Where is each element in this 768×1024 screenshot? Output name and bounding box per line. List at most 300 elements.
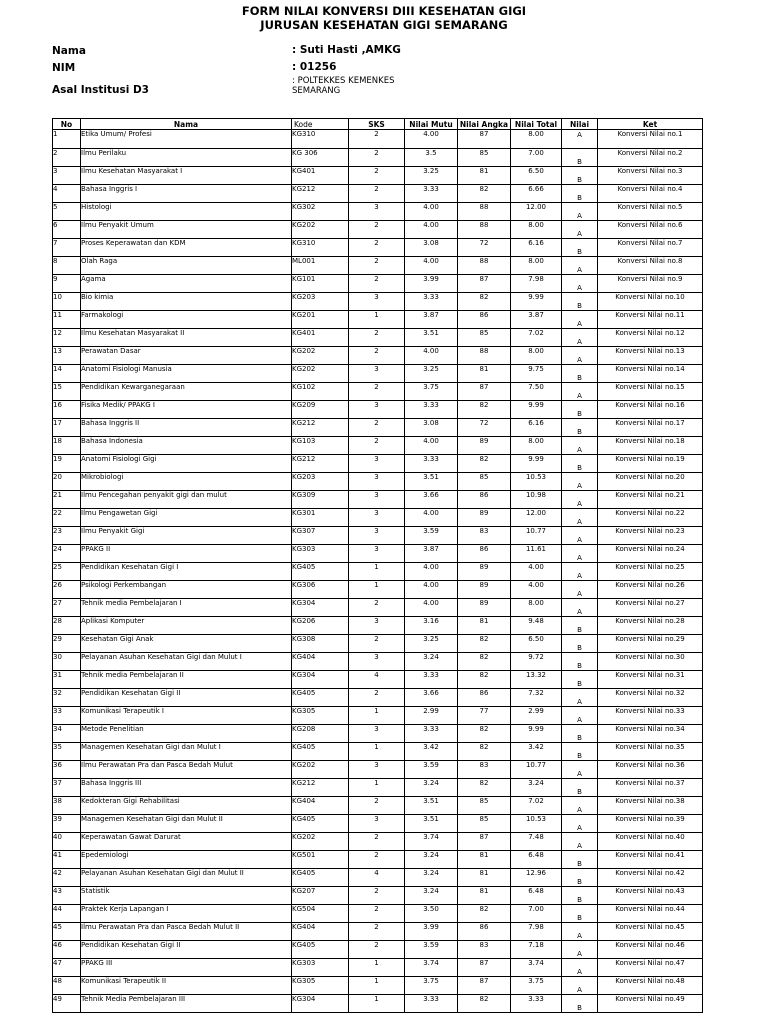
row-nama: Pendidikan Kesehatan Gigi I [81, 563, 292, 581]
row-kode: KG305 [292, 977, 349, 995]
row-nilai-angka: 82 [458, 293, 511, 311]
row-kode: KG203 [292, 293, 349, 311]
row-nilai-angka: 82 [458, 635, 511, 653]
row-nilai-angka: 85 [458, 797, 511, 815]
row-nama: Fisika Medik/ PPAKG I [81, 401, 292, 419]
row-sks: 3 [349, 815, 405, 833]
row-sks: 2 [349, 347, 405, 365]
row-ket: Konversi Nilai no.28 [598, 617, 703, 635]
row-no: 8 [53, 257, 81, 275]
row-nilai: A [562, 130, 598, 149]
row-sks: 3 [349, 761, 405, 779]
row-ket: Konversi Nilai no.32 [598, 689, 703, 707]
row-nilai-total: 6.50 [511, 167, 562, 185]
table-row [53, 185, 703, 203]
row-no: 45 [53, 923, 81, 941]
row-nilai: A [562, 815, 598, 833]
table-row [53, 725, 703, 743]
row-nilai-total: 7.02 [511, 797, 562, 815]
row-ket: Konversi Nilai no.24 [598, 545, 703, 563]
table-row [53, 239, 703, 257]
table-row [53, 671, 703, 689]
row-sks: 2 [349, 239, 405, 257]
col-header-ket: Ket [598, 119, 703, 130]
row-nilai-total: 8.00 [511, 257, 562, 275]
table-body [53, 130, 703, 1013]
row-kode: KG203 [292, 473, 349, 491]
row-sks: 2 [349, 257, 405, 275]
row-sks: 3 [349, 203, 405, 221]
row-nilai: A [562, 833, 598, 851]
row-sks: 3 [349, 473, 405, 491]
row-ket: Konversi Nilai no.34 [598, 725, 703, 743]
row-nilai-angka: 82 [458, 185, 511, 203]
row-nama: PPAKG III [81, 959, 292, 977]
row-ket: Konversi Nilai no.17 [598, 419, 703, 437]
row-kode: KG212 [292, 185, 349, 203]
row-nilai-mutu: 3.25 [405, 635, 458, 653]
row-nilai-total: 3.33 [511, 995, 562, 1013]
row-ket: Konversi Nilai no.44 [598, 905, 703, 923]
row-nilai-total: 3.75 [511, 977, 562, 995]
row-nilai-mutu: 3.33 [405, 401, 458, 419]
row-nilai: A [562, 959, 598, 977]
row-no: 42 [53, 869, 81, 887]
row-nilai-mutu: 4.00 [405, 203, 458, 221]
table-row [53, 653, 703, 671]
table-row [53, 401, 703, 419]
row-nama: Ilmu Perilaku [81, 149, 292, 167]
row-nama: Epedemiologi [81, 851, 292, 869]
nama-label: Nama [52, 45, 86, 57]
row-no: 11 [53, 311, 81, 329]
row-ket: Konversi Nilai no.47 [598, 959, 703, 977]
table-row [53, 130, 703, 149]
row-nilai-angka: 82 [458, 995, 511, 1013]
table-row [53, 581, 703, 599]
row-nilai-angka: 88 [458, 347, 511, 365]
table-row [53, 545, 703, 563]
row-ket: Konversi Nilai no.45 [598, 923, 703, 941]
row-no: 17 [53, 419, 81, 437]
row-kode: KG304 [292, 599, 349, 617]
row-nilai-angka: 81 [458, 167, 511, 185]
institusi-value [292, 76, 394, 96]
table-row [53, 311, 703, 329]
table-row [53, 437, 703, 455]
row-nama: Komunikasi Terapeutik I [81, 707, 292, 725]
table-row [53, 383, 703, 401]
row-no: 4 [53, 185, 81, 203]
row-ket: Konversi Nilai no.37 [598, 779, 703, 797]
row-nilai: A [562, 473, 598, 491]
row-nama: Ilmu Penyakit Gigi [81, 527, 292, 545]
row-nilai-angka: 82 [458, 725, 511, 743]
row-sks: 1 [349, 995, 405, 1013]
row-nilai-angka: 89 [458, 599, 511, 617]
row-nilai-mutu: 4.00 [405, 437, 458, 455]
row-nilai-total: 8.00 [511, 130, 562, 149]
row-nilai: B [562, 455, 598, 473]
table-row [53, 923, 703, 941]
row-nama: Pelayanan Asuhan Kesehatan Gigi dan Mulut II [81, 869, 292, 887]
row-nama: Olah Raga [81, 257, 292, 275]
row-nilai: A [562, 581, 598, 599]
row-nilai-mutu: 3.66 [405, 491, 458, 509]
row-no: 32 [53, 689, 81, 707]
row-kode: KG307 [292, 527, 349, 545]
row-kode: KG309 [292, 491, 349, 509]
row-nilai-total: 9.75 [511, 365, 562, 383]
row-nama: Ilmu Pencegahan penyakit gigi dan mulut [81, 491, 292, 509]
row-nilai-mutu: 3.51 [405, 797, 458, 815]
table-row [53, 851, 703, 869]
row-sks: 2 [349, 941, 405, 959]
row-no: 43 [53, 887, 81, 905]
row-ket: Konversi Nilai no.49 [598, 995, 703, 1013]
row-ket: Konversi Nilai no.21 [598, 491, 703, 509]
row-ket: Konversi Nilai no.16 [598, 401, 703, 419]
row-nilai: A [562, 311, 598, 329]
table-row [53, 887, 703, 905]
row-nilai-mutu: 3.24 [405, 779, 458, 797]
row-nilai-angka: 82 [458, 743, 511, 761]
row-ket: Konversi Nilai no.13 [598, 347, 703, 365]
row-nilai-total: 7.48 [511, 833, 562, 851]
row-no: 12 [53, 329, 81, 347]
row-nilai: A [562, 329, 598, 347]
row-nilai-mutu: 4.00 [405, 257, 458, 275]
row-nilai-total: 3.87 [511, 311, 562, 329]
row-nilai-angka: 81 [458, 617, 511, 635]
row-nilai-total: 7.50 [511, 383, 562, 401]
row-nilai: B [562, 149, 598, 167]
row-kode: KG405 [292, 563, 349, 581]
row-kode: KG202 [292, 221, 349, 239]
row-kode: KG405 [292, 815, 349, 833]
table-row [53, 941, 703, 959]
row-nilai-angka: 82 [458, 653, 511, 671]
row-nilai-angka: 87 [458, 130, 511, 149]
row-nilai-mutu: 3.87 [405, 311, 458, 329]
row-nilai-mutu: 4.00 [405, 563, 458, 581]
row-nama: Keperawatan Gawat Darurat [81, 833, 292, 851]
table-row [53, 293, 703, 311]
row-nilai-total: 4.00 [511, 581, 562, 599]
row-nama: Kesehatan Gigi Anak [81, 635, 292, 653]
row-nilai: B [562, 653, 598, 671]
row-ket: Konversi Nilai no.2 [598, 149, 703, 167]
row-no: 3 [53, 167, 81, 185]
row-nilai-total: 2.99 [511, 707, 562, 725]
row-kode: KG209 [292, 401, 349, 419]
col-header-kode: Kode [292, 119, 349, 130]
row-nama: Pelayanan Asuhan Kesehatan Gigi dan Mulut I [81, 653, 292, 671]
row-nilai-total: 7.02 [511, 329, 562, 347]
row-nama: Pendidikan Kewarganegaraan [81, 383, 292, 401]
col-header-nilai: Nilai [562, 119, 598, 130]
row-nilai: B [562, 869, 598, 887]
table-row [53, 167, 703, 185]
row-nilai: A [562, 599, 598, 617]
row-nilai-total: 7.98 [511, 275, 562, 293]
row-nilai: B [562, 167, 598, 185]
institusi-label: Asal Institusi D3 [52, 84, 149, 96]
row-no: 33 [53, 707, 81, 725]
row-kode: KG306 [292, 581, 349, 599]
row-nilai-angka: 81 [458, 869, 511, 887]
row-kode: KG212 [292, 419, 349, 437]
row-nilai-angka: 89 [458, 563, 511, 581]
row-nilai-mutu: 3.99 [405, 923, 458, 941]
row-nilai-mutu: 3.33 [405, 725, 458, 743]
row-nilai: B [562, 635, 598, 653]
row-nama: Metode Penelitian [81, 725, 292, 743]
row-kode: KG504 [292, 905, 349, 923]
row-nama: Bahasa Inggris I [81, 185, 292, 203]
table-row [53, 203, 703, 221]
row-no: 36 [53, 761, 81, 779]
row-nilai: B [562, 995, 598, 1013]
row-nama: Farmakologi [81, 311, 292, 329]
row-nilai: B [562, 779, 598, 797]
table-row [53, 257, 703, 275]
row-kode: KG301 [292, 509, 349, 527]
row-nilai-total: 10.77 [511, 761, 562, 779]
row-no: 24 [53, 545, 81, 563]
table-row [53, 905, 703, 923]
table-row [53, 221, 703, 239]
row-nilai-total: 7.00 [511, 149, 562, 167]
row-sks: 2 [349, 599, 405, 617]
row-nama: Bahasa Indonesia [81, 437, 292, 455]
row-sks: 2 [349, 329, 405, 347]
row-sks: 3 [349, 455, 405, 473]
row-nilai-total: 9.99 [511, 293, 562, 311]
row-kode: KG304 [292, 995, 349, 1013]
row-nama: Ilmu Kesehatan Masyarakat I [81, 167, 292, 185]
row-nilai-mutu: 4.00 [405, 347, 458, 365]
row-ket: Konversi Nilai no.5 [598, 203, 703, 221]
row-nilai-total: 3.24 [511, 779, 562, 797]
row-nilai-angka: 85 [458, 149, 511, 167]
row-nilai: B [562, 743, 598, 761]
row-sks: 1 [349, 977, 405, 995]
grades-table [52, 118, 703, 1013]
row-ket: Konversi Nilai no.48 [598, 977, 703, 995]
table-row [53, 977, 703, 995]
row-sks: 2 [349, 437, 405, 455]
row-nama: Agama [81, 275, 292, 293]
row-no: 44 [53, 905, 81, 923]
row-nilai-angka: 83 [458, 941, 511, 959]
row-nilai-mutu: 3.33 [405, 185, 458, 203]
row-nilai-total: 6.50 [511, 635, 562, 653]
row-no: 27 [53, 599, 81, 617]
row-kode: KG404 [292, 653, 349, 671]
row-nilai-mutu: 3.75 [405, 977, 458, 995]
row-nilai-total: 4.00 [511, 563, 562, 581]
row-nilai: B [562, 671, 598, 689]
row-sks: 1 [349, 311, 405, 329]
row-kode: KG401 [292, 167, 349, 185]
table-row [53, 743, 703, 761]
row-nilai: A [562, 707, 598, 725]
row-nilai-mutu: 3.5 [405, 149, 458, 167]
row-nilai-angka: 86 [458, 923, 511, 941]
row-nilai-mutu: 3.51 [405, 815, 458, 833]
row-no: 48 [53, 977, 81, 995]
row-nilai-total: 12.00 [511, 509, 562, 527]
table-row [53, 563, 703, 581]
row-no: 15 [53, 383, 81, 401]
row-kode: KG202 [292, 761, 349, 779]
row-nilai: A [562, 923, 598, 941]
row-nilai-angka: 89 [458, 437, 511, 455]
table-row [53, 275, 703, 293]
row-no: 21 [53, 491, 81, 509]
row-nilai-total: 9.48 [511, 617, 562, 635]
row-ket: Konversi Nilai no.9 [598, 275, 703, 293]
row-nama: Statistik [81, 887, 292, 905]
row-sks: 2 [349, 905, 405, 923]
row-sks: 2 [349, 167, 405, 185]
table-row [53, 347, 703, 365]
row-nilai: B [562, 185, 598, 203]
row-nilai-angka: 87 [458, 977, 511, 995]
row-no: 18 [53, 437, 81, 455]
row-nama: Managemen Kesehatan Gigi dan Mulut II [81, 815, 292, 833]
row-nilai-angka: 87 [458, 275, 511, 293]
row-sks: 3 [349, 401, 405, 419]
table-row [53, 959, 703, 977]
row-nilai-angka: 87 [458, 383, 511, 401]
row-nilai-total: 6.16 [511, 419, 562, 437]
row-ket: Konversi Nilai no.29 [598, 635, 703, 653]
row-sks: 2 [349, 923, 405, 941]
row-nilai-mutu: 3.24 [405, 653, 458, 671]
row-nilai-total: 8.00 [511, 437, 562, 455]
row-nama: Praktek Kerja Lapangan I [81, 905, 292, 923]
row-kode: ML001 [292, 257, 349, 275]
nim-label: NIM [52, 62, 76, 74]
row-sks: 1 [349, 581, 405, 599]
row-no: 25 [53, 563, 81, 581]
row-nilai-total: 9.99 [511, 725, 562, 743]
row-nilai-mutu: 3.33 [405, 455, 458, 473]
row-nama: Tehnik Media Pembelajaran III [81, 995, 292, 1013]
row-nilai-total: 6.16 [511, 239, 562, 257]
row-nama: Pendidikan Kesehatan Gigi II [81, 941, 292, 959]
row-nilai: A [562, 275, 598, 293]
row-nilai-angka: 88 [458, 203, 511, 221]
row-nilai-angka: 82 [458, 905, 511, 923]
row-ket: Konversi Nilai no.40 [598, 833, 703, 851]
row-sks: 2 [349, 887, 405, 905]
row-nilai-mutu: 4.00 [405, 599, 458, 617]
row-nilai-angka: 77 [458, 707, 511, 725]
row-nilai-angka: 81 [458, 365, 511, 383]
row-sks: 2 [349, 419, 405, 437]
row-no: 6 [53, 221, 81, 239]
row-nama: Anatomi Fisiologi Manusia [81, 365, 292, 383]
row-no: 35 [53, 743, 81, 761]
row-nilai-mutu: 2.99 [405, 707, 458, 725]
row-nilai: A [562, 491, 598, 509]
table-row [53, 797, 703, 815]
row-nilai: A [562, 761, 598, 779]
row-no: 49 [53, 995, 81, 1013]
row-no: 28 [53, 617, 81, 635]
row-nilai-mutu: 3.25 [405, 365, 458, 383]
row-no: 19 [53, 455, 81, 473]
row-nilai-angka: 81 [458, 851, 511, 869]
row-ket: Konversi Nilai no.15 [598, 383, 703, 401]
nama-value: : Suti Hasti ,AMKG [292, 44, 401, 56]
row-nama: Bahasa Inggris II [81, 419, 292, 437]
row-ket: Konversi Nilai no.30 [598, 653, 703, 671]
row-nilai: B [562, 293, 598, 311]
row-ket: Konversi Nilai no.27 [598, 599, 703, 617]
table-row [53, 995, 703, 1013]
row-nama: PPAKG II [81, 545, 292, 563]
row-nama: Tehnik media Pembelajaran I [81, 599, 292, 617]
row-nilai-total: 6.48 [511, 851, 562, 869]
row-no: 30 [53, 653, 81, 671]
row-nilai-angka: 87 [458, 833, 511, 851]
row-nilai-mutu: 3.51 [405, 329, 458, 347]
row-nama: Ilmu Perawatan Pra dan Pasca Bedah Mulut [81, 761, 292, 779]
row-ket: Konversi Nilai no.33 [598, 707, 703, 725]
row-kode: KG303 [292, 545, 349, 563]
row-no: 41 [53, 851, 81, 869]
row-nilai-angka: 72 [458, 239, 511, 257]
row-sks: 4 [349, 671, 405, 689]
row-sks: 2 [349, 689, 405, 707]
row-kode: KG305 [292, 707, 349, 725]
row-nilai-total: 3.74 [511, 959, 562, 977]
row-nama: Bahasa Inggris III [81, 779, 292, 797]
row-nilai-total: 12.96 [511, 869, 562, 887]
row-nilai-angka: 82 [458, 671, 511, 689]
row-sks: 3 [349, 545, 405, 563]
row-nilai-angka: 86 [458, 491, 511, 509]
institusi-value-line1: : POLTEKKES KEMENKES [292, 76, 395, 86]
row-nilai-angka: 81 [458, 887, 511, 905]
table-row [53, 473, 703, 491]
row-nilai-total: 9.72 [511, 653, 562, 671]
row-nilai-angka: 88 [458, 221, 511, 239]
row-nilai-angka: 85 [458, 329, 511, 347]
row-nilai-angka: 85 [458, 815, 511, 833]
row-sks: 3 [349, 617, 405, 635]
row-nilai-mutu: 3.59 [405, 761, 458, 779]
form-subtitle: JURUSAN KESEHATAN GIGI SEMARANG [260, 18, 508, 32]
row-ket: Konversi Nilai no.41 [598, 851, 703, 869]
row-nilai-total: 3.42 [511, 743, 562, 761]
row-no: 1 [53, 130, 81, 149]
row-ket: Konversi Nilai no.12 [598, 329, 703, 347]
row-kode: KG404 [292, 797, 349, 815]
row-no: 46 [53, 941, 81, 959]
row-nilai-mutu: 3.50 [405, 905, 458, 923]
table-row [53, 617, 703, 635]
row-kode: KG310 [292, 239, 349, 257]
row-kode: KG202 [292, 833, 349, 851]
row-nilai-total: 9.99 [511, 455, 562, 473]
col-header-nilai-total: Nilai Total [511, 119, 562, 130]
col-header-sks: SKS [349, 119, 405, 130]
